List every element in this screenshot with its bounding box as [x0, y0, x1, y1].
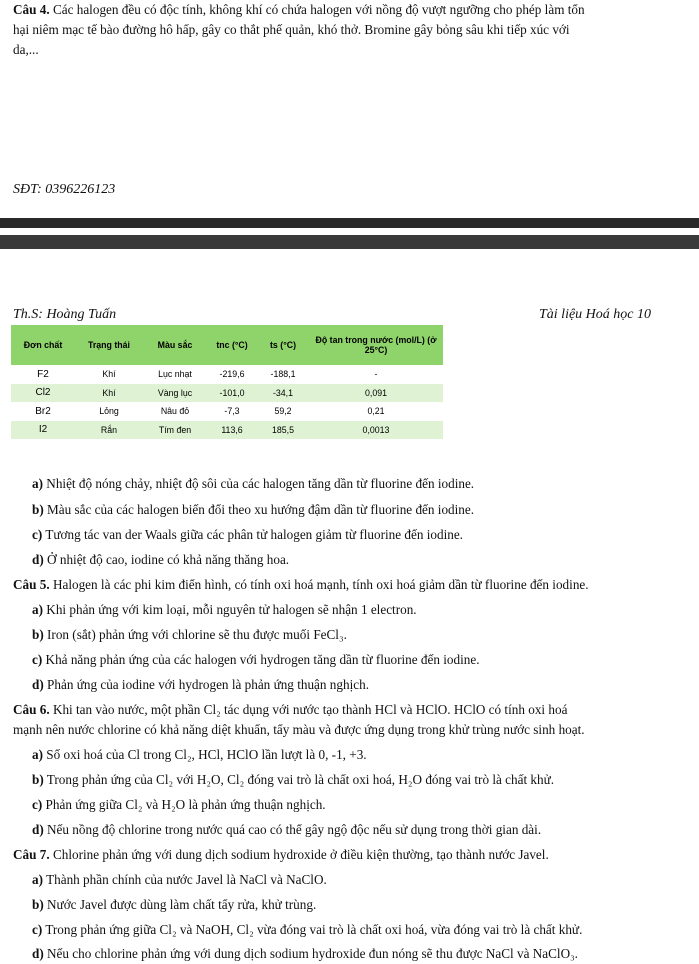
- table-row: [11, 402, 443, 421]
- q4-item-d-text: Ở nhiệt độ cao, iodine có khả năng thăng hoa.: [47, 552, 290, 567]
- q6-item-a: [32, 747, 367, 763]
- table-row: [11, 384, 443, 403]
- q7-item-d-text: Nếu cho chlorine phản ứng với dung dịch sodium hydroxide đun nóng sẽ thu được NaCl và NaClO₃.: [47, 946, 578, 961]
- cell-solubility: 0,091: [309, 384, 443, 403]
- cell-state: Lỏng: [75, 402, 143, 421]
- q5-item-b-label: b): [32, 627, 44, 642]
- q4-intro-text-2: hại niêm mạc tế bào đường hô hấp, gây co thắt phế quản, khó thở. Bromine gây bỏng sâu khi tiếp xúc với: [13, 22, 570, 37]
- q4-item-c-text: Tương tác van der Waals giữa các phân tử halogen giảm từ fluorine đến iodine.: [45, 527, 463, 542]
- cell-melting-point: -7,3: [207, 402, 257, 421]
- q5-title: Câu 5.: [13, 577, 50, 592]
- q4-intro-line-3: [13, 42, 39, 58]
- q4-item-c: [32, 527, 463, 543]
- q6-item-d-text: Nếu nồng độ chlorine trong nước quá cao có thể gây ngộ độc nếu sử dụng trong thời gian dài.: [47, 822, 542, 837]
- q5-item-a: [32, 602, 417, 618]
- q7-item-d: [32, 946, 578, 962]
- cell-color: Vàng lục: [143, 384, 207, 403]
- q5-question: [13, 577, 589, 593]
- cell-element: I2: [11, 421, 75, 440]
- q5-item-c-text: Khả năng phản ứng của các halogen với hydrogen tăng dần từ fluorine đến iodine.: [45, 652, 480, 667]
- cell-state: Khí: [75, 384, 143, 403]
- q4-intro-line-1: [13, 2, 585, 18]
- q4-item-c-label: c): [32, 527, 43, 542]
- col-header-state: Trạng thái: [75, 325, 143, 365]
- q6-item-d: [32, 822, 541, 838]
- q4-item-d: [32, 552, 289, 568]
- q7-item-b-label: b): [32, 897, 44, 912]
- q7-item-a-text: Thành phần chính của nước Javel là NaCl và NaClO.: [46, 872, 327, 887]
- cell-color: Lục nhạt: [143, 365, 207, 384]
- author-header: Th.S: Hoàng Tuấn: [13, 307, 117, 322]
- cell-state: Rắn: [75, 421, 143, 440]
- q4-intro-text-1: Các halogen đều có độc tính, không khí có chứa halogen với nồng độ vượt ngưỡng cho phép làm tổn: [52, 2, 585, 17]
- q5-item-d-text: Phản ứng của iodine với hydrogen là phản ứng thuận nghịch.: [47, 677, 369, 692]
- q7-item-b: [32, 897, 316, 913]
- q5-item-c-label: c): [32, 652, 43, 667]
- q6-title: Câu 6.: [13, 702, 50, 717]
- col-header-melting-point: tnc (°C): [207, 325, 257, 365]
- q7-item-b-text: Nước Javel được dùng làm chất tẩy rửa, khử trùng.: [47, 897, 317, 912]
- cell-element: Cl2: [11, 384, 75, 403]
- q6-item-b: [32, 772, 554, 788]
- cell-color: Tím đen: [143, 421, 207, 440]
- q5-item-c: [32, 652, 480, 668]
- q6-text-1: Khi tan vào nước, một phần Cl₂ tác dụng với nước tạo thành HCl và HClO. HClO có tính oxi hoá: [52, 702, 568, 717]
- col-header-boiling-point: ts (°C): [257, 325, 309, 365]
- col-header-element: Đơn chất: [11, 325, 75, 365]
- table-header-row: [11, 325, 443, 365]
- table-row: [11, 365, 443, 384]
- col-header-solubility: Độ tan trong nước (mol/L) (ở 25°C): [309, 325, 443, 365]
- halogen-properties-table: [11, 325, 443, 439]
- q4-title: Câu 4.: [13, 2, 50, 17]
- page-divider-bottom: [0, 235, 699, 249]
- cell-state: Khí: [75, 365, 143, 384]
- cell-melting-point: -219,6: [207, 365, 257, 384]
- q4-item-a: [32, 476, 474, 492]
- q6-question-line-1: [13, 702, 567, 718]
- q7-item-a: [32, 872, 327, 888]
- q7-item-a-label: a): [32, 872, 43, 887]
- q6-text-2: mạnh nên nước chlorine có khả năng diệt khuẩn, tẩy màu và được ứng dụng trong khử trùng nước sinh hoạt.: [13, 722, 585, 737]
- q7-item-c-label: c): [32, 922, 43, 937]
- cell-melting-point: -101,0: [207, 384, 257, 403]
- phone-footer: SĐT: 0396226123: [13, 182, 116, 197]
- page-divider-top: [0, 218, 699, 228]
- q4-intro-text-3: da,...: [13, 42, 39, 57]
- cell-element: Br2: [11, 402, 75, 421]
- q5-item-b: [32, 627, 347, 643]
- q4-item-d-label: d): [32, 552, 44, 567]
- q5-item-b-text: Iron (sắt) phản ứng với chlorine sẽ thu được muối FeCl₃.: [47, 627, 347, 642]
- q5-item-d-label: d): [32, 677, 44, 692]
- q6-item-c-label: c): [32, 797, 43, 812]
- document-title-header: Tài liệu Hoá học 10: [539, 307, 651, 322]
- q6-question-line-2: [13, 722, 585, 738]
- q4-item-b-text: Màu sắc của các halogen biến đổi theo xu hướng đậm dần từ fluorine đến iodine.: [47, 502, 475, 517]
- q6-item-c-text: Phản ứng giữa Cl₂ và H₂O là phản ứng thuận nghịch.: [45, 797, 326, 812]
- cell-solubility: -: [309, 365, 443, 384]
- cell-boiling-point: -34,1: [257, 384, 309, 403]
- q6-item-b-text: Trong phản ứng của Cl₂ với H₂O, Cl₂ đóng vai trò là chất oxi hoá, H₂O đóng vai trò là chất khử.: [46, 772, 555, 787]
- q7-item-d-label: d): [32, 946, 44, 961]
- cell-melting-point: 113,6: [207, 421, 257, 440]
- q6-item-a-label: a): [32, 747, 43, 762]
- cell-color: Nâu đỏ: [143, 402, 207, 421]
- q4-intro-line-2: [13, 22, 570, 38]
- q4-item-b-label: b): [32, 502, 44, 517]
- col-header-color: Màu sắc: [143, 325, 207, 365]
- cell-boiling-point: 185,5: [257, 421, 309, 440]
- q7-text: Chlorine phản ứng với dung dịch sodium hydroxide ở điều kiện thường, tạo thành nước Javel.: [52, 847, 549, 862]
- cell-boiling-point: -188,1: [257, 365, 309, 384]
- q7-item-c-text: Trong phản ứng giữa Cl₂ và NaOH, Cl₂ vừa đóng vai trò là chất oxi hoá, vừa đóng vai trò là chất khử.: [45, 922, 583, 937]
- q6-item-d-label: d): [32, 822, 44, 837]
- cell-solubility: 0,21: [309, 402, 443, 421]
- q5-item-d: [32, 677, 369, 693]
- q4-item-a-text: Nhiệt độ nóng chảy, nhiệt độ sôi của các halogen tăng dần từ fluorine đến iodine.: [46, 476, 475, 491]
- q6-item-b-label: b): [32, 772, 44, 787]
- q5-item-a-label: a): [32, 602, 43, 617]
- q4-item-b: [32, 502, 474, 518]
- q7-question: [13, 847, 549, 863]
- q6-item-c: [32, 797, 326, 813]
- q6-item-a-text: Số oxi hoá của Cl trong Cl₂, HCl, HClO lần lượt là 0, -1, +3.: [46, 747, 367, 762]
- cell-boiling-point: 59,2: [257, 402, 309, 421]
- cell-element: F2: [11, 365, 75, 384]
- q7-item-c: [32, 922, 582, 938]
- q5-text: Halogen là các phi kim điển hình, có tính oxi hoá mạnh, tính oxi hoá giảm dần từ fluorine đến iodine.: [52, 577, 589, 592]
- q5-item-a-text: Khi phản ứng với kim loại, mỗi nguyên tử halogen sẽ nhận 1 electron.: [46, 602, 417, 617]
- q7-title: Câu 7.: [13, 847, 50, 862]
- q4-item-a-label: a): [32, 476, 43, 491]
- cell-solubility: 0,0013: [309, 421, 443, 440]
- table-row: [11, 421, 443, 440]
